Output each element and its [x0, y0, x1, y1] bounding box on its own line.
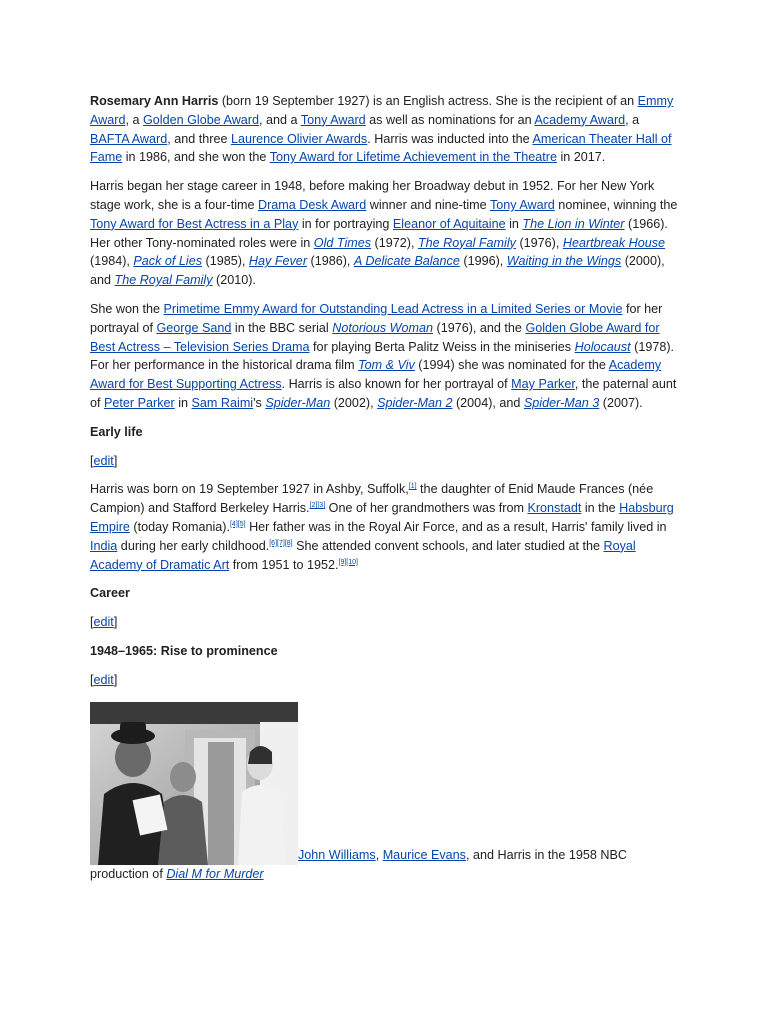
link-emmy-award[interactable]: Emmy Award: [90, 94, 674, 127]
link-george-sand[interactable]: George Sand: [156, 320, 232, 335]
link-heartbreak-house[interactable]: Heartbreak House: [562, 235, 666, 250]
link-maurice-evans[interactable]: Maurice Evans: [382, 847, 466, 862]
link-tony-award-2[interactable]: Tony Award: [489, 197, 555, 212]
article-body: [90, 92, 680, 893]
link-royal-family[interactable]: The Royal Family: [417, 235, 516, 250]
ref-4[interactable]: [4]: [229, 520, 238, 528]
edit-section-career: [edit]: [90, 615, 118, 630]
edit-section-prominence: [edit]: [90, 672, 118, 687]
ref-5[interactable]: [5]: [237, 520, 246, 528]
link-olivier-awards[interactable]: Laurence Olivier Awards: [230, 131, 368, 146]
citation: [230, 521, 246, 528]
link-spider-man-2[interactable]: Spider-Man 2: [377, 395, 453, 410]
ref-8[interactable]: [8]: [284, 539, 293, 547]
edit-link-prominence[interactable]: edit: [93, 672, 114, 687]
link-pack-of-lies[interactable]: Pack of Lies: [133, 254, 203, 269]
link-eleanor-of-aquitaine[interactable]: Eleanor of Aquitaine: [392, 216, 506, 231]
stage-paragraph: Harris began her stage career in 1948, before making her Broadway debut in 1952. For her New York stage work, she is a four-time Drama Desk Award winner and nine-time Tony Award nominee, winning the Tony Award for Best Actress in a Play in for portraying Eleanor of Aquitaine in The Lion in Winter (1966). Her other Tony-nominated roles were in Old Times (1972), The Royal Family (1976), Heartbreak House (1984), Pack of Lies (1985), Hay Fever (1986), A Delicate Balance (1996), Waiting in the Wings (2000), and The Royal Family (2010).: [90, 179, 678, 288]
production-photo[interactable]: [90, 702, 298, 865]
citation: [339, 559, 358, 566]
ref-1[interactable]: [1]: [408, 483, 417, 491]
link-academy-supporting-actress[interactable]: Academy Award for Best Supporting Actress: [90, 358, 662, 392]
link-hay-fever[interactable]: Hay Fever: [248, 254, 308, 269]
link-sam-raimi[interactable]: Sam Raimi: [191, 395, 254, 410]
link-royal-family-2010[interactable]: The Royal Family: [114, 273, 213, 288]
ref-10[interactable]: [10]: [346, 558, 358, 566]
link-peter-parker[interactable]: Peter Parker: [104, 395, 175, 410]
link-waiting-in-the-wings[interactable]: Waiting in the Wings: [506, 254, 622, 269]
production-photo-image: [90, 702, 298, 865]
link-golden-globe-award[interactable]: Golden Globe Award: [143, 112, 259, 127]
edit-section-early-life: [edit]: [90, 453, 118, 468]
link-tony-award[interactable]: Tony Award: [300, 112, 366, 127]
link-india[interactable]: India: [90, 538, 118, 553]
heading-rise-to-prominence: 1948–1965: Rise to prominence: [90, 643, 278, 658]
ref-7[interactable]: [7]: [277, 539, 285, 547]
intro-paragraph: Rosemary Ann Harris (born 19 September 1927) is an English actress. She is the recipient of an Emmy Award, a Golden Globe Award, and a Tony Award as well as nominations for an Academy Award, a BAFTA Award, and three Laurence Olivier Awards. Harris was inducted into the American Theater Hall of Fame in 1986, and she won the Tony Award for Lifetime Achievement in the Theatre in 2017.: [90, 94, 674, 165]
link-spider-man[interactable]: Spider-Man: [265, 395, 331, 410]
edit-link-career[interactable]: edit: [93, 615, 114, 630]
edit-link-early-life[interactable]: edit: [93, 453, 114, 468]
ref-6[interactable]: [6]: [269, 539, 278, 547]
link-habsburg-empire[interactable]: Habsburg Empire: [90, 501, 674, 534]
link-spider-man-3[interactable]: Spider-Man 3: [523, 395, 600, 410]
link-bafta-award[interactable]: BAFTA Award: [90, 131, 168, 146]
link-notorious-woman[interactable]: Notorious Woman: [332, 320, 434, 335]
subject-name: Rosemary Ann Harris: [90, 94, 219, 108]
citation: [409, 483, 417, 490]
link-holocaust[interactable]: Holocaust: [574, 339, 631, 354]
link-theater-hall-of-fame[interactable]: American Theater Hall of Fame: [90, 131, 672, 165]
heading-early-life: Early life: [90, 424, 143, 439]
link-dial-m-for-murder[interactable]: Dial M for Murder: [166, 866, 264, 881]
citation: [269, 540, 292, 547]
link-golden-globe-drama[interactable]: Golden Globe Award for Best Actress – Television Series Drama: [90, 320, 660, 354]
link-old-times[interactable]: Old Times: [313, 235, 372, 250]
link-academy-award[interactable]: Academy Award: [534, 112, 626, 127]
link-john-williams[interactable]: John Williams: [298, 847, 376, 862]
link-delicate-balance[interactable]: A Delicate Balance: [353, 254, 460, 269]
link-may-parker[interactable]: May Parker: [511, 377, 575, 392]
ref-9[interactable]: [9]: [338, 558, 347, 566]
early-life-paragraph: Harris was born on 19 September 1927 in Ashby, Suffolk,[1] the daughter of Enid Maude Frances (née Campion) and Stafford Berkeley Harris.[2][3] One of her grandmothers was from Kronstadt in the Habsburg Empire (today Romania).[4][5] Her father was in the Royal Air Force, and as a result, Harris' family lived in India during her early childhood.[6][7][8] She attended convent schools, and later studied at the Royal Academy of Dramatic Art from 1951 to 1952.[9][10]: [90, 482, 674, 572]
ref-2[interactable]: [2]: [309, 502, 318, 510]
photo-caption-block: John Williams, Maurice Evans, and Harris in the 1958 NBC production of Dial M for Murder: [90, 700, 680, 884]
heading-career: Career: [90, 586, 130, 601]
link-tom-and-viv[interactable]: Tom & Viv: [358, 358, 415, 373]
link-tony-lifetime[interactable]: Tony Award for Lifetime Achievement in the Theatre: [269, 150, 557, 165]
link-rada[interactable]: Royal Academy of Dramatic Art: [90, 538, 636, 572]
citation: [310, 502, 326, 509]
link-primetime-emmy[interactable]: Primetime Emmy Award for Outstanding Lead Actress in a Limited Series or Movie: [163, 301, 623, 316]
link-lion-in-winter[interactable]: The Lion in Winter: [522, 216, 625, 231]
link-kronstadt[interactable]: Kronstadt: [527, 501, 582, 516]
link-tony-best-actress[interactable]: Tony Award for Best Actress in a Play: [90, 216, 299, 231]
ref-3[interactable]: [3]: [317, 502, 326, 510]
screen-paragraph: She won the Primetime Emmy Award for Outstanding Lead Actress in a Limited Series or Movie for her portrayal of George Sand in the BBC serial Notorious Woman (1976), and the Golden Globe Award for Best Actress – Television Series Drama for playing Berta Palitz Weiss in the miniseries Holocaust (1978). For her performance in the historical drama film Tom & Viv (1994) she was nominated for the Academy Award for Best Supporting Actress. Harris is also known for her portrayal of May Parker, the paternal aunt of Peter Parker in Sam Raimi's Spider-Man (2002), Spider-Man 2 (2004), and Spider-Man 3 (2007).: [90, 301, 677, 410]
link-drama-desk-award[interactable]: Drama Desk Award: [257, 197, 367, 212]
